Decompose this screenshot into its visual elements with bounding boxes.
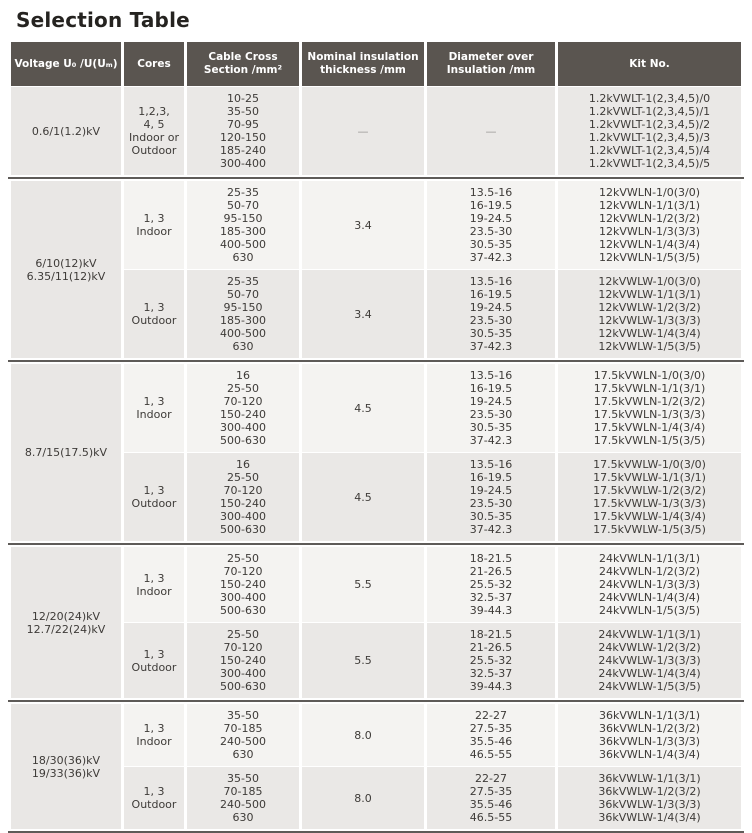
cores-cell: 1, 3 Indoor — [124, 181, 184, 269]
cores-cell: 1, 3 Indoor — [124, 364, 184, 452]
group-separator — [8, 360, 744, 362]
voltage-cell: 18/30(36)kV 19/33(36)kV — [11, 704, 121, 829]
column-header-voltage: Voltage U₀ /U(Uₘ) — [11, 42, 121, 86]
column-header-thickness: Nominal insulation thickness /mm — [302, 42, 424, 86]
column-header-cores: Cores — [124, 42, 184, 86]
table-row — [11, 87, 741, 175]
kit-cell: 1.2kVWLT-1(2,3,4,5)/0 1.2kVWLT-1(2,3,4,5)/1 1.2kVWLT-1(2,3,4,5)/2 1.2kVWLT-1(2,3,4,5)/3 1.2kVWLT-1(2,3,4,5)/4 1.2kVWLT-1(2,3,4,5)/5 — [558, 87, 741, 175]
voltage-group — [8, 703, 744, 830]
cross-section-cell: 35-50 70-185 240-500 630 — [187, 767, 299, 829]
cores-cell: 1, 3 Outdoor — [124, 270, 184, 358]
cores-cell: 1, 3 Indoor — [124, 547, 184, 622]
voltage-group — [8, 180, 744, 359]
voltage-cell: 12/20(24)kV 12.7/22(24)kV — [11, 547, 121, 698]
cross-section-cell: 16 25-50 70-120 150-240 300-400 500-630 — [187, 364, 299, 452]
voltage-group — [8, 546, 744, 699]
table-row — [11, 547, 741, 622]
group-separator — [8, 177, 744, 179]
voltage-cell: 8.7/15(17.5)kV — [11, 364, 121, 541]
cross-section-cell: 25-50 70-120 150-240 300-400 500-630 — [187, 623, 299, 698]
diameter-cell: 13.5-16 16-19.5 19-24.5 23.5-30 30.5-35 37-42.3 — [427, 364, 555, 452]
table-row — [11, 704, 741, 766]
diameter-cell: — — [427, 87, 555, 175]
group-separator — [8, 700, 744, 702]
group-separator — [8, 543, 744, 545]
voltage-group — [8, 363, 744, 542]
column-header-diameter: Diameter over Insulation /mm — [427, 42, 555, 86]
voltage-cell: 6/10(12)kV 6.35/11(12)kV — [11, 181, 121, 358]
kit-cell: 24kVWLW-1/1(3/1) 24kVWLW-1/2(3/2) 24kVWLW-1/3(3/3) 24kVWLW-1/4(3/4) 24kVWLW-1/5(3/5) — [558, 623, 741, 698]
selection-table — [8, 42, 744, 833]
thickness-cell: 4.5 — [302, 364, 424, 452]
thickness-cell: 8.0 — [302, 767, 424, 829]
diameter-cell: 13.5-16 16-19.5 19-24.5 23.5-30 30.5-35 37-42.3 — [427, 181, 555, 269]
table-row — [11, 364, 741, 452]
cross-section-cell: 25-50 70-120 150-240 300-400 500-630 — [187, 547, 299, 622]
column-header-kit: Kit No. — [558, 42, 741, 86]
cross-section-cell: 35-50 70-185 240-500 630 — [187, 704, 299, 766]
page-title: Selection Table — [16, 8, 190, 32]
header-row — [11, 42, 741, 86]
cores-cell: 1,2,3, 4, 5 Indoor or Outdoor — [124, 87, 184, 175]
thickness-cell: 3.4 — [302, 270, 424, 358]
diameter-cell: 13.5-16 16-19.5 19-24.5 23.5-30 30.5-35 37-42.3 — [427, 270, 555, 358]
thickness-cell: 3.4 — [302, 181, 424, 269]
kit-cell: 12kVWLN-1/0(3/0) 12kVWLN-1/1(3/1) 12kVWLN-1/2(3/2) 12kVWLN-1/3(3/3) 12kVWLN-1/4(3/4) 12kVWLN-1/5(3/5) — [558, 181, 741, 269]
cores-cell: 1, 3 Indoor — [124, 704, 184, 766]
kit-cell: 17.5kVWLN-1/0(3/0) 17.5kVWLN-1/1(3/1) 17.5kVWLN-1/2(3/2) 17.5kVWLN-1/3(3/3) 17.5kVWLN-1/4(3/4) 17.5kVWLN-1/5(3/5) — [558, 364, 741, 452]
kit-cell: 12kVWLW-1/0(3/0) 12kVWLW-1/1(3/1) 12kVWLW-1/2(3/2) 12kVWLW-1/3(3/3) 12kVWLW-1/4(3/4) 12kVWLW-1/5(3/5) — [558, 270, 741, 358]
voltage-group — [8, 86, 744, 176]
diameter-cell: 22-27 27.5-35 35.5-46 46.5-55 — [427, 767, 555, 829]
column-header-cross: Cable Cross Section /mm² — [187, 42, 299, 86]
diameter-cell: 18-21.5 21-26.5 25.5-32 32.5-37 39-44.3 — [427, 623, 555, 698]
thickness-cell: 4.5 — [302, 453, 424, 541]
thickness-cell: — — [302, 87, 424, 175]
kit-cell: 24kVWLN-1/1(3/1) 24kVWLN-1/2(3/2) 24kVWLN-1/3(3/3) 24kVWLN-1/4(3/4) 24kVWLN-1/5(3/5) — [558, 547, 741, 622]
thickness-cell: 5.5 — [302, 623, 424, 698]
kit-cell: 36kVWLW-1/1(3/1) 36kVWLW-1/2(3/2) 36kVWLW-1/3(3/3) 36kVWLW-1/4(3/4) — [558, 767, 741, 829]
kit-cell: 17.5kVWLW-1/0(3/0) 17.5kVWLW-1/1(3/1) 17.5kVWLW-1/2(3/2) 17.5kVWLW-1/3(3/3) 17.5kVWLW-1/4(3/4) 17.5kVWLW-1/5(3/5) — [558, 453, 741, 541]
thickness-cell: 5.5 — [302, 547, 424, 622]
cores-cell: 1, 3 Outdoor — [124, 453, 184, 541]
diameter-cell: 22-27 27.5-35 35.5-46 46.5-55 — [427, 704, 555, 766]
table-row — [11, 181, 741, 269]
cross-section-cell: 16 25-50 70-120 150-240 300-400 500-630 — [187, 453, 299, 541]
diameter-cell: 13.5-16 16-19.5 19-24.5 23.5-30 30.5-35 37-42.3 — [427, 453, 555, 541]
cross-section-cell: 10-25 35-50 70-95 120-150 185-240 300-400 — [187, 87, 299, 175]
kit-cell: 36kVWLN-1/1(3/1) 36kVWLN-1/2(3/2) 36kVWLN-1/3(3/3) 36kVWLN-1/4(3/4) — [558, 704, 741, 766]
thickness-cell: 8.0 — [302, 704, 424, 766]
diameter-cell: 18-21.5 21-26.5 25.5-32 32.5-37 39-44.3 — [427, 547, 555, 622]
cores-cell: 1, 3 Outdoor — [124, 767, 184, 829]
cross-section-cell: 25-35 50-70 95-150 185-300 400-500 630 — [187, 270, 299, 358]
cores-cell: 1, 3 Outdoor — [124, 623, 184, 698]
voltage-cell: 0.6/1(1.2)kV — [11, 87, 121, 175]
cross-section-cell: 25-35 50-70 95-150 185-300 400-500 630 — [187, 181, 299, 269]
